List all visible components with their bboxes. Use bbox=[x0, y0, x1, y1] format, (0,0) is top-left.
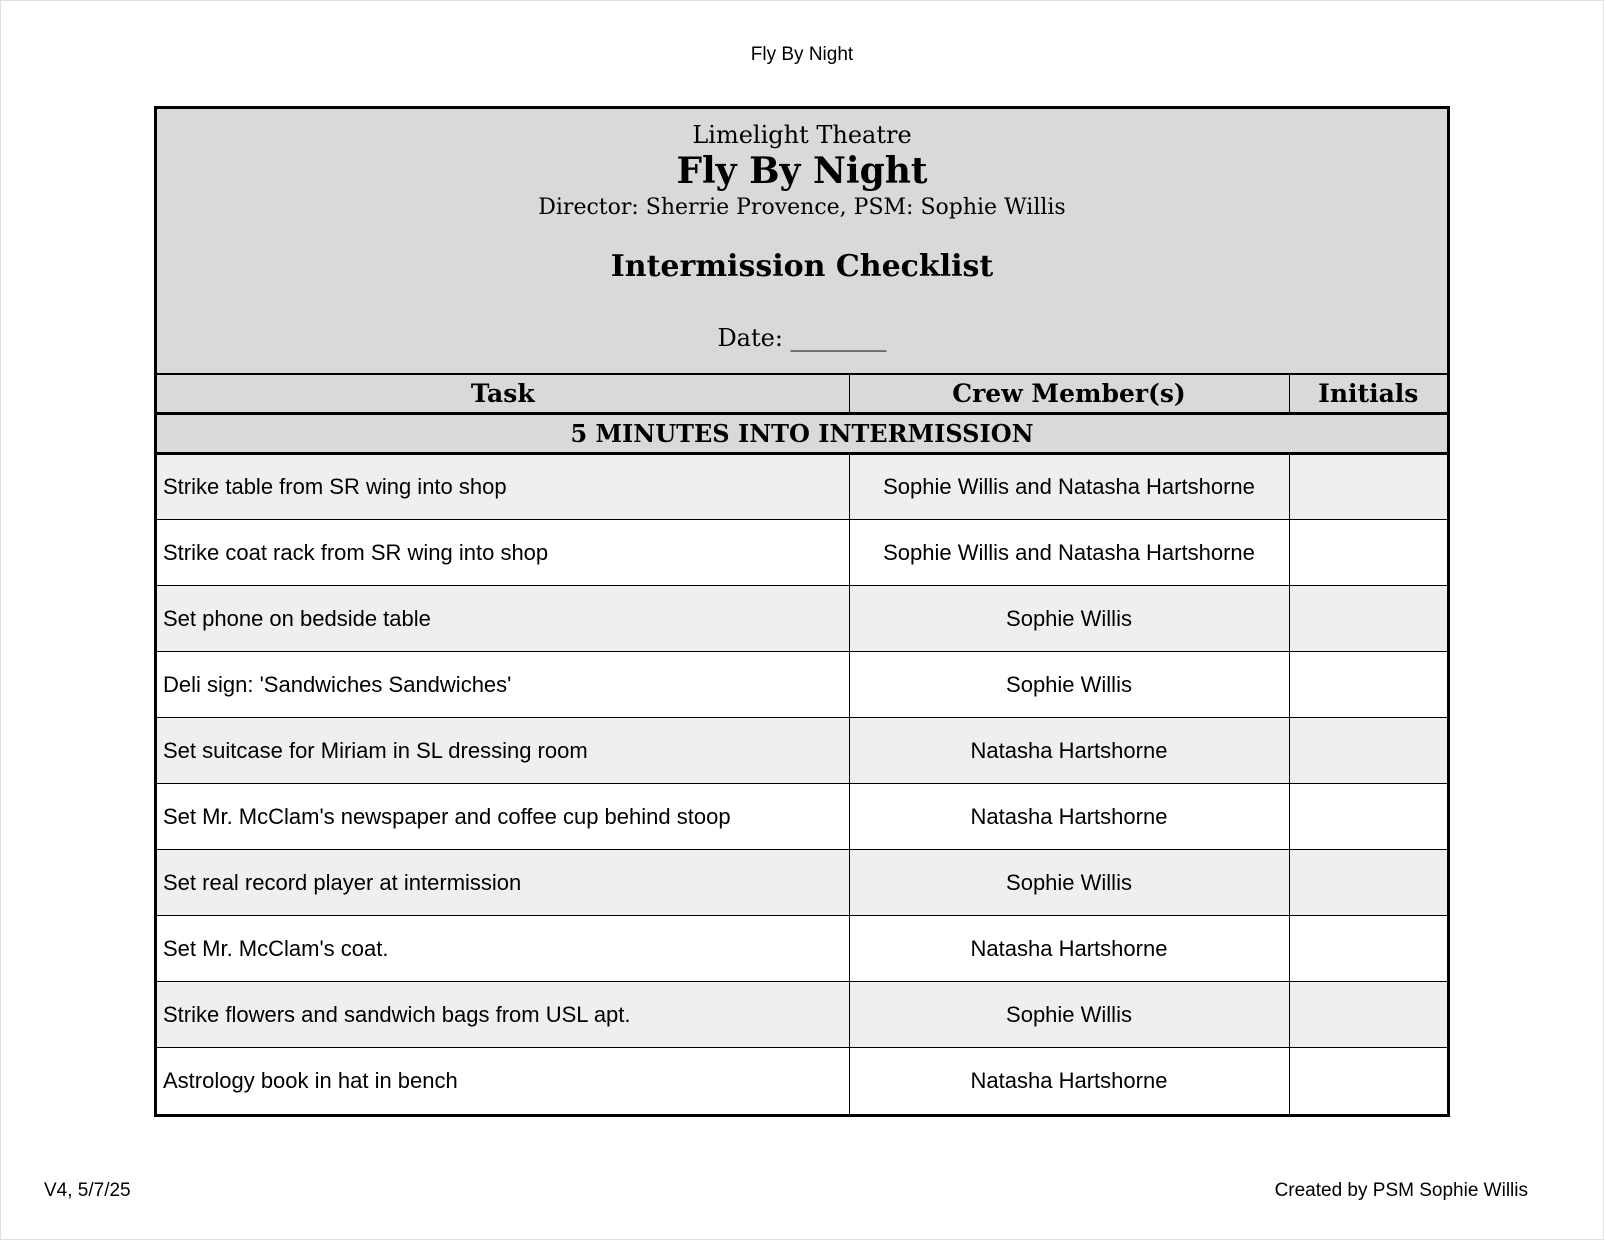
header-task: Task bbox=[157, 375, 849, 414]
crew-cell: Natasha Hartshorne bbox=[849, 784, 1289, 850]
header-initials: Initials bbox=[1289, 375, 1447, 414]
task-cell: Deli sign: 'Sandwiches Sandwiches' bbox=[157, 652, 849, 718]
initials-cell[interactable] bbox=[1289, 520, 1447, 586]
crew-cell: Sophie Willis bbox=[849, 652, 1289, 718]
crew-cell: Sophie Willis bbox=[849, 586, 1289, 652]
table-row bbox=[157, 586, 1447, 652]
version-label: V4, 5/7/25 bbox=[44, 1180, 131, 1201]
initials-cell[interactable] bbox=[1289, 784, 1447, 850]
task-cell: Astrology book in hat in bench bbox=[157, 1048, 849, 1114]
task-cell: Set real record player at intermission bbox=[157, 850, 849, 916]
checklist-table bbox=[157, 375, 1447, 1114]
crew-cell: Sophie Willis and Natasha Hartshorne bbox=[849, 520, 1289, 586]
initials-cell[interactable] bbox=[1289, 652, 1447, 718]
title-block bbox=[157, 109, 1447, 375]
initials-cell[interactable] bbox=[1289, 1048, 1447, 1114]
page-header: Fly By Night bbox=[750, 44, 854, 65]
header-row bbox=[157, 375, 1447, 414]
table-row bbox=[157, 454, 1447, 520]
table-row bbox=[157, 718, 1447, 784]
table-row bbox=[157, 784, 1447, 850]
venue-name: Limelight Theatre bbox=[692, 121, 912, 149]
table-row bbox=[157, 982, 1447, 1048]
task-cell: Set Mr. McClam's coat. bbox=[157, 916, 849, 982]
initials-cell[interactable] bbox=[1289, 850, 1447, 916]
task-rows bbox=[157, 454, 1447, 1114]
task-cell: Strike table from SR wing into shop bbox=[157, 454, 849, 520]
table-row bbox=[157, 1048, 1447, 1114]
crew-cell: Natasha Hartshorne bbox=[849, 718, 1289, 784]
initials-cell[interactable] bbox=[1289, 586, 1447, 652]
table-row bbox=[157, 652, 1447, 718]
checklist-sheet bbox=[154, 106, 1450, 1117]
initials-cell[interactable] bbox=[1289, 454, 1447, 520]
table-row bbox=[157, 916, 1447, 982]
document-title: Intermission Checklist bbox=[610, 249, 994, 284]
task-cell: Set suitcase for Miriam in SL dressing room bbox=[157, 718, 849, 784]
task-cell: Strike coat rack from SR wing into shop bbox=[157, 520, 849, 586]
header-crew: Crew Member(s) bbox=[849, 375, 1289, 414]
initials-cell[interactable] bbox=[1289, 982, 1447, 1048]
crew-cell: Natasha Hartshorne bbox=[849, 1048, 1289, 1114]
section-body bbox=[157, 414, 1447, 454]
initials-cell[interactable] bbox=[1289, 916, 1447, 982]
initials-cell[interactable] bbox=[1289, 718, 1447, 784]
task-cell: Strike flowers and sandwich bags from USL apt. bbox=[157, 982, 849, 1048]
table-row bbox=[157, 520, 1447, 586]
task-cell: Set phone on bedside table bbox=[157, 586, 849, 652]
crew-cell: Sophie Willis and Natasha Hartshorne bbox=[849, 454, 1289, 520]
section-label: 5 MINUTES INTO INTERMISSION bbox=[157, 414, 1447, 454]
crew-cell: Sophie Willis bbox=[849, 850, 1289, 916]
director-line: Director: Sherrie Provence, PSM: Sophie Willis bbox=[538, 195, 1066, 220]
section-row bbox=[157, 414, 1447, 454]
show-title: Fly By Night bbox=[676, 150, 928, 192]
crew-cell: Sophie Willis bbox=[849, 982, 1289, 1048]
table-row bbox=[157, 850, 1447, 916]
date-line: Date: ________ bbox=[717, 324, 887, 352]
task-cell: Set Mr. McClam's newspaper and coffee cup behind stoop bbox=[157, 784, 849, 850]
credit-label: Created by PSM Sophie Willis bbox=[1274, 1180, 1528, 1201]
crew-cell: Natasha Hartshorne bbox=[849, 916, 1289, 982]
